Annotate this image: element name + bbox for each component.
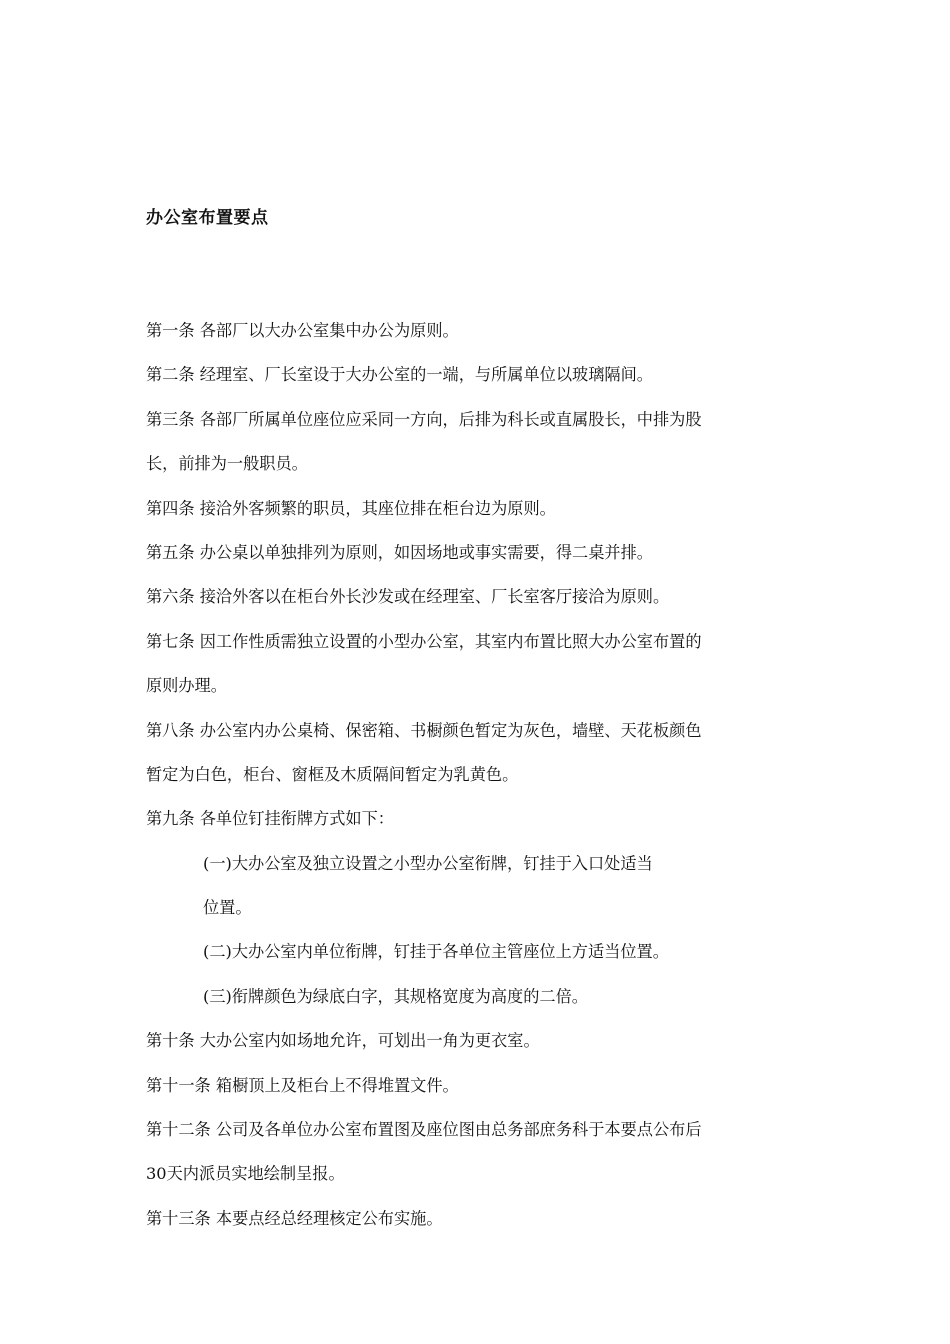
article-9-item-3: (三)衔牌颜色为绿底白字，其规格宽度为高度的二倍。 — [203, 986, 588, 1006]
article-13: 第十三条 本要点经总经理核定公布实施。 — [146, 1208, 443, 1228]
article-5: 第五条 办公桌以单独排列为原则，如因场地或事实需要，得二桌并排。 — [146, 542, 653, 562]
article-3-line-2: 长，前排为一般职员。 — [146, 454, 308, 474]
article-12-line-1: 第十二条 公司及各单位办公室布置图及座位图由总务部庶务科于本要点公布后 — [146, 1120, 702, 1140]
article-1: 第一条 各部厂以大办公室集中办公为原则。 — [146, 321, 459, 340]
article-11: 第十一条 箱橱顶上及柜台上不得堆置文件。 — [146, 1075, 459, 1095]
article-9-item-2: (二)大办公室内单位衔牌，钉挂于各单位主管座位上方适当位置。 — [203, 942, 669, 962]
article-9-item-1-line-2: 位置。 — [203, 898, 252, 918]
document-body — [146, 309, 811, 1241]
article-8-line-2: 暂定为白色，柜台、窗框及木质隔间暂定为乳黄色。 — [146, 764, 519, 784]
article-12-line-2: 30天内派员实地绘制呈报。 — [146, 1164, 345, 1184]
article-3-line-1: 第三条 各部厂所属单位座位应采同一方向，后排为科长或直属股长，中排为股 — [146, 409, 702, 429]
article-2: 第二条 经理室、厂长室设于大办公室的一端，与所属单位以玻璃隔间。 — [146, 365, 653, 385]
article-7-line-1: 第七条 因工作性质需独立设置的小型办公室，其室内布置比照大办公室布置的 — [146, 631, 702, 651]
article-8-line-1: 第八条 办公室内办公桌椅、保密箱、书橱颜色暂定为灰色，墙壁、天花板颜色 — [146, 720, 702, 740]
article-9: 第九条 各单位钉挂衔牌方式如下： — [146, 809, 394, 829]
article-4: 第四条 接洽外客频繁的职员，其座位排在柜台边为原则。 — [146, 498, 556, 518]
article-7-line-2: 原则办理。 — [146, 676, 227, 696]
article-9-item-1-line-1: (一)大办公室及独立设置之小型办公室衔牌，钉挂于入口处适当 — [203, 853, 653, 873]
document-title: 办公室布置要点 — [146, 208, 269, 228]
article-6: 第六条 接洽外客以在柜台外长沙发或在经理室、厂长室客厅接洽为原则。 — [146, 587, 670, 607]
article-10: 第十条 大办公室内如场地允许，可划出一角为更衣室。 — [146, 1031, 540, 1051]
